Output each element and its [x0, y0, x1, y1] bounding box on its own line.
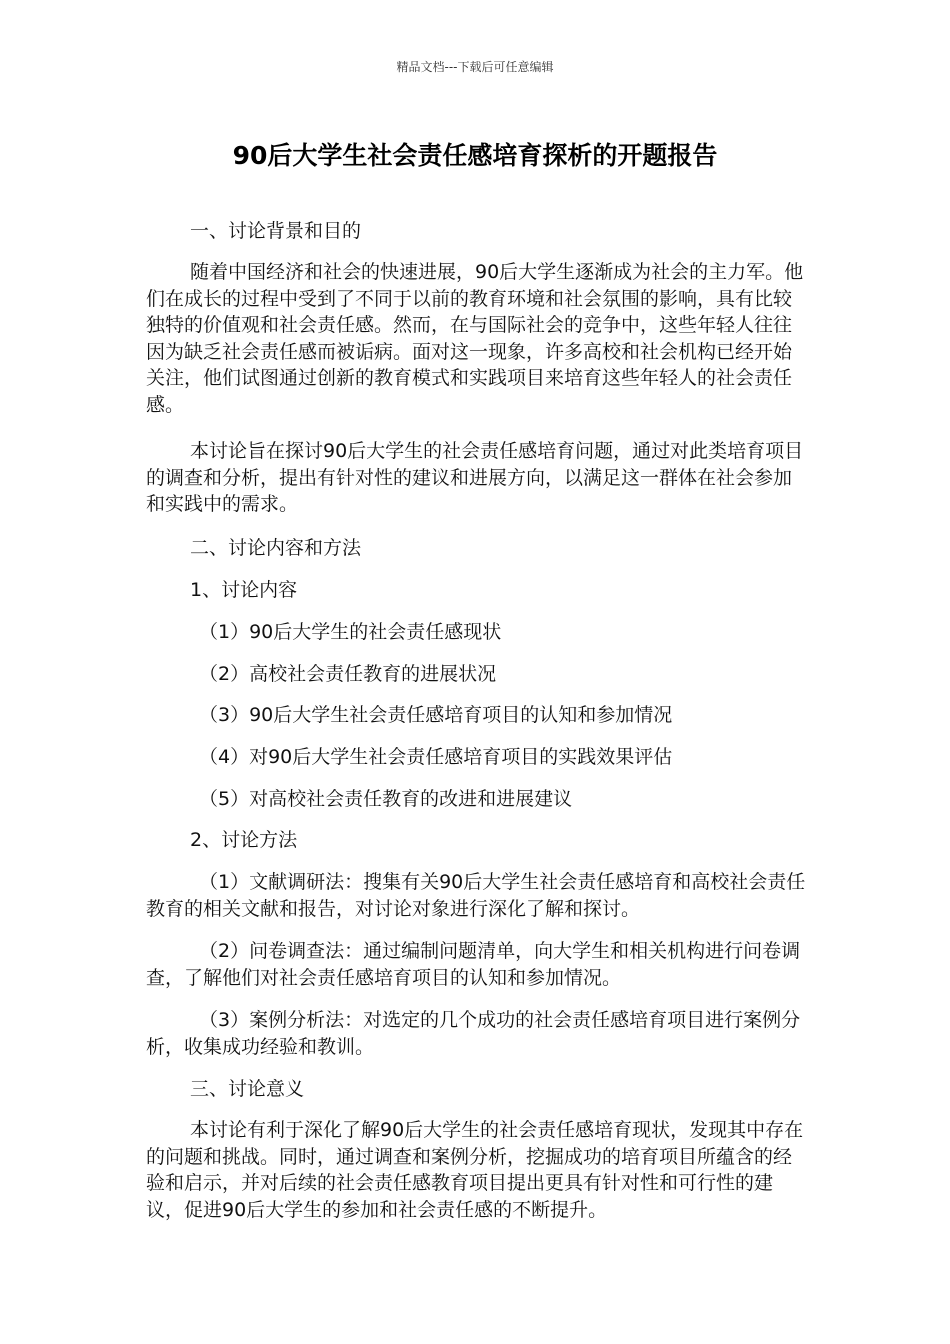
content-item-4: （4）对90后大学生社会责任感培育项目的实践效果评估 — [199, 746, 673, 768]
content-item-1: （1）90后大学生的社会责任感现状 — [199, 621, 502, 643]
section1-paragraph-2 — [146, 438, 810, 518]
section3-heading: 三、讨论意义 — [190, 1078, 305, 1100]
method-3 — [146, 1007, 810, 1060]
document-title: 90后大学生社会责任感培育探析的开题报告 — [232, 141, 718, 170]
section1-paragraph-1 — [146, 259, 810, 418]
section1-heading: 一、讨论背景和目的 — [190, 220, 362, 242]
content-item-3: （3）90后大学生社会责任感培育项目的认知和参加情况 — [199, 704, 673, 726]
method-1 — [146, 869, 810, 922]
section2-heading: 二、讨论内容和方法 — [190, 537, 362, 559]
header-note: 精品文档---下载后可任意编辑 — [396, 60, 554, 74]
method-1-text: （1）文献调研法：搜集有关90后大学生社会责任感培育和高校社会责任教育的相关文献和报告，对讨论对象进行深化了解和探讨。 — [146, 871, 806, 920]
section3-paragraph — [146, 1117, 810, 1223]
method-2-text: （2）问卷调查法：通过编制问题清单，向大学生和相关机构进行问卷调查，了解他们对社会责任感培育项目的认知和参加情况。 — [146, 940, 801, 989]
method-heading: 2、讨论方法 — [190, 829, 298, 851]
content-item-5: （5）对高校社会责任教育的改进和进展建议 — [199, 788, 573, 810]
section3-paragraph-text: 本讨论有利于深化了解90后大学生的社会责任感培育现状，发现其中存在的问题和挑战。同时，通过调查和案例分析，挖掘成功的培育项目所蕴含的经验和启示，并对后续的社会责任感教育项目提出更具有针对性和可行性的建议，促进90后大学生的参加和社会责任感的不断提升。 — [146, 1119, 804, 1221]
content-heading: 1、讨论内容 — [190, 579, 298, 601]
method-2 — [146, 938, 810, 991]
method-3-text: （3）案例分析法：对选定的几个成功的社会责任感培育项目进行案例分析，收集成功经验和教训。 — [146, 1009, 801, 1058]
content-item-2: （2）高校社会责任教育的进展状况 — [199, 663, 497, 685]
section1-paragraph-1-text: 随着中国经济和社会的快速进展，90后大学生逐渐成为社会的主力军。他们在成长的过程中受到了不同于以前的教育环境和社会氛围的影响，具有比较独特的价值观和社会责任感。然而，在与国际社会的竞争中，这些年轻人往往因为缺乏社会责任感而被诟病。面对这一现象，许多高校和社会机构已经开始关注，他们试图通过创新的教育模式和实践项目来培育这些年轻人的社会责任感。 — [146, 261, 804, 416]
section1-paragraph-2-text: 本讨论旨在探讨90后大学生的社会责任感培育问题，通过对此类培育项目的调查和分析，提出有针对性的建议和进展方向，以满足这一群体在社会参加和实践中的需求。 — [146, 440, 804, 515]
